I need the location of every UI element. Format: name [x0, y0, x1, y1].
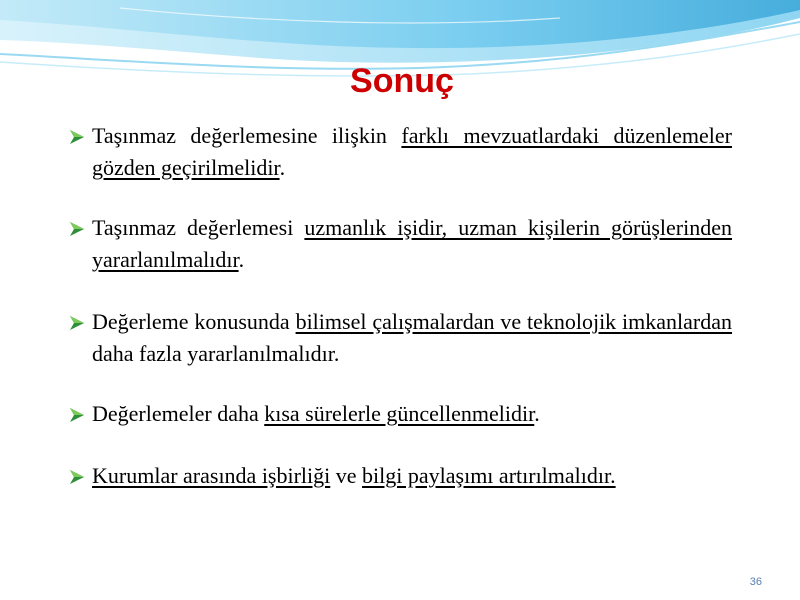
text-run: .: [238, 247, 245, 272]
text-run: .: [534, 401, 540, 426]
bullet-text-3: [92, 306, 732, 370]
bullet-text-2: [92, 212, 732, 276]
bullet-text-4: [92, 398, 732, 430]
underlined-phrase: gözden geçirilmelidir: [92, 155, 280, 180]
bullet-item-2: [70, 212, 732, 276]
arrow-bullet-icon: [68, 406, 86, 424]
bullet-text-1: [92, 120, 732, 184]
text-run: Taşınmaz değerlemesine ilişkin: [92, 123, 402, 148]
arrow-bullet-icon: [68, 314, 86, 332]
bullet-item-4: [70, 398, 732, 430]
text-run: .: [279, 155, 286, 180]
text-run: ve: [330, 463, 363, 488]
text-run: Değerlemeler daha: [92, 401, 265, 426]
slide-title: Sonuç: [350, 62, 454, 100]
text-run: Değerleme konusunda: [92, 309, 296, 334]
arrow-bullet-icon: [68, 220, 86, 238]
underlined-phrase: farklı mevzuatlardaki düzenlemeler: [401, 123, 732, 148]
underlined-phrase: Kurumlar arasında işbirliği: [92, 463, 331, 488]
arrow-bullet-icon: [68, 468, 86, 486]
bullet-text-5: [92, 460, 732, 492]
arrow-bullet-icon: [68, 128, 86, 146]
bullet-item-1: [70, 120, 732, 184]
underlined-phrase: bilgi paylaşımı artırılmalıdır.: [362, 463, 616, 488]
text-run: daha fazla yararlanılmalıdır.: [92, 341, 340, 366]
underlined-phrase: kısa sürelerle güncellenmelidir: [264, 401, 535, 426]
bullet-item-5: [70, 460, 732, 492]
page-number: 36: [749, 576, 762, 588]
text-run: Taşınmaz değerlemesi: [92, 215, 305, 240]
underlined-phrase: uzmanlık işidir, uzman kişilerin görüşlerinden yararlanılmalıdır: [92, 215, 733, 272]
bullet-item-3: [70, 306, 732, 370]
underlined-phrase: bilimsel çalışmalardan ve teknolojik imkanlardan: [295, 309, 733, 334]
